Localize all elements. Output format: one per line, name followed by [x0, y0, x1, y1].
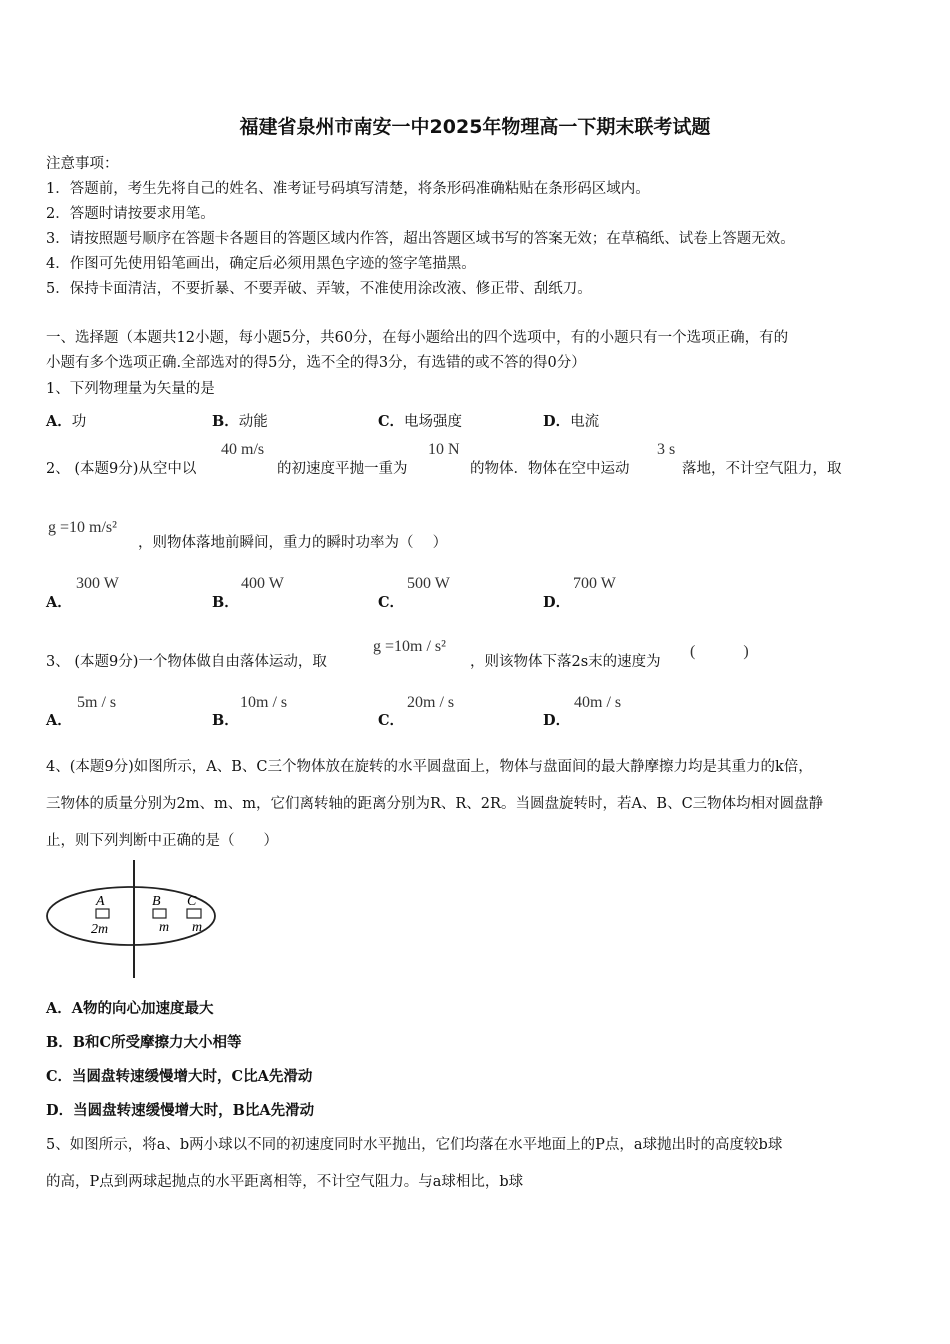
q4-option-a: A．A物的向心加速度最大 — [46, 1000, 214, 1017]
q4-option-b: B．B和C所受摩擦力大小相等 — [46, 1034, 242, 1051]
q2-stem-mid-1: 的初速度平抛一重为 — [277, 461, 408, 477]
q2-initial-velocity: 40 m/s — [221, 441, 265, 458]
q4-option-d: D．当圆盘转速缓慢增大时，B比A先滑动 — [46, 1102, 315, 1119]
section-heading-line-2: 小题有多个选项正确.全部选对的得5分，选不全的得3分，有选错的或不答的得0分） — [46, 355, 586, 371]
q4-stem-line-2: 三物体的质量分别为2m、m、m，它们离转轴的距离分别为R、R、2R。当圆盘旋转时，若A、B、C三物体均相对圆盘静 — [46, 796, 824, 812]
q2-stem-prefix: 2、 (本题9分)从空中以 — [46, 461, 197, 477]
notice-item-4: 4．作图可先使用铅笔画出，确定后必须用黑色字迹的签字笔描黑。 — [46, 256, 476, 272]
mass-b: m — [159, 920, 170, 935]
q3-option-c-label: C． — [378, 712, 405, 729]
q2-stem-mid-2: 的物体．物体在空中运动 — [470, 461, 630, 477]
q2-gravity: g =10 m/s² — [48, 519, 117, 536]
q2-stem-tail: ，则物体落地前瞬间，重力的瞬时功率为（ ） — [138, 535, 448, 551]
q2-option-a-value: 300 W — [76, 575, 119, 592]
q3-option-a-label: A． — [46, 712, 72, 729]
question-1-stem: 1、下列物理量为矢量的是 — [46, 381, 215, 397]
notice-item-2: 2．答题时请按要求用笔。 — [46, 206, 215, 222]
notice-item-5: 5．保持卡面清洁，不要折暴、不要弄破、弄皱，不准使用涂改液、修正带、刮纸刀。 — [46, 281, 592, 297]
q3-stem-mid: ，则该物体下落2s末的速度为 — [470, 654, 661, 670]
mass-a: 2m — [91, 922, 109, 937]
q4-stem-line-1: 4、(本题9分)如图所示，A、B、C三个物体放在旋转的水平圆盘面上，物体与盘面间的最大静摩擦力均是其重力的k倍， — [46, 759, 813, 775]
notice-heading: 注意事项： — [46, 156, 119, 172]
q1-option-a: A．功 — [46, 413, 87, 430]
q4-stem-line-3: 止，则下列判断中正确的是（ ） — [46, 833, 278, 849]
q2-option-a-label: A． — [46, 594, 72, 611]
q2-option-d-value: 700 W — [573, 575, 616, 592]
notice-item-1: 1．答题前，考生先将自己的姓名、准考证号码填写清楚，将条形码准确粘贴在条形码区域内。 — [46, 181, 650, 197]
q2-weight: 10 N — [428, 441, 460, 458]
q2-option-b-label: B． — [212, 594, 239, 611]
q2-option-d-label: D． — [543, 594, 571, 611]
q2-option-c-label: C． — [378, 594, 405, 611]
q1-option-d: D．电流 — [543, 413, 600, 430]
q2-option-b-value: 400 W — [241, 575, 284, 592]
q3-gravity: g =10m / s² — [373, 638, 446, 655]
block-c — [187, 909, 201, 918]
q3-option-c-value: 20m / s — [407, 694, 455, 711]
block-b — [153, 909, 166, 918]
block-a — [96, 909, 109, 918]
q2-option-c-value: 500 W — [407, 575, 450, 592]
q5-stem-line-2: 的高，P点到两球起抛点的水平距离相等，不计空气阻力。与a球相比，b球 — [46, 1174, 524, 1190]
q3-option-d-label: D． — [543, 712, 571, 729]
q3-stem-prefix: 3、 (本题9分)一个物体做自由落体运动，取 — [46, 654, 327, 670]
q3-option-d-value: 40m / s — [574, 694, 622, 711]
rotating-disk-figure — [44, 858, 224, 980]
label-c: C — [187, 894, 197, 909]
q3-option-b-value: 10m / s — [240, 694, 288, 711]
q5-stem-line-1: 5、如图所示，将a、b两小球以不同的初速度同时水平抛出，它们均落在水平地面上的P点，a球抛出时的高度较b球 — [46, 1137, 783, 1153]
mass-c: m — [192, 920, 203, 935]
q1-option-c: C．电场强度 — [378, 413, 463, 430]
q3-answer-paren: ( ) — [690, 643, 749, 660]
q4-option-c: C．当圆盘转速缓慢增大时，C比A先滑动 — [46, 1068, 313, 1085]
notice-item-3: 3．请按照题号顺序在答题卡各题目的答题区域内作答，超出答题区域书写的答案无效；在草稿纸、试卷上答题无效。 — [46, 231, 795, 247]
q2-stem-mid-3: 落地，不计空气阻力，取 — [682, 461, 842, 477]
q3-option-b-label: B． — [212, 712, 239, 729]
page-title: 福建省泉州市南安一中2025年物理高一下期末联考试题 — [239, 116, 711, 138]
q3-option-a-value: 5m / s — [77, 694, 117, 711]
q1-option-b: B．动能 — [212, 413, 268, 430]
section-heading-line-1: 一、选择题（本题共12小题，每小题5分，共60分，在每小题给出的四个选项中，有的小题只有一个选项正确，有的 — [46, 330, 789, 346]
label-a: A — [96, 894, 105, 909]
q2-time: 3 s — [657, 441, 676, 458]
label-b: B — [152, 894, 161, 909]
